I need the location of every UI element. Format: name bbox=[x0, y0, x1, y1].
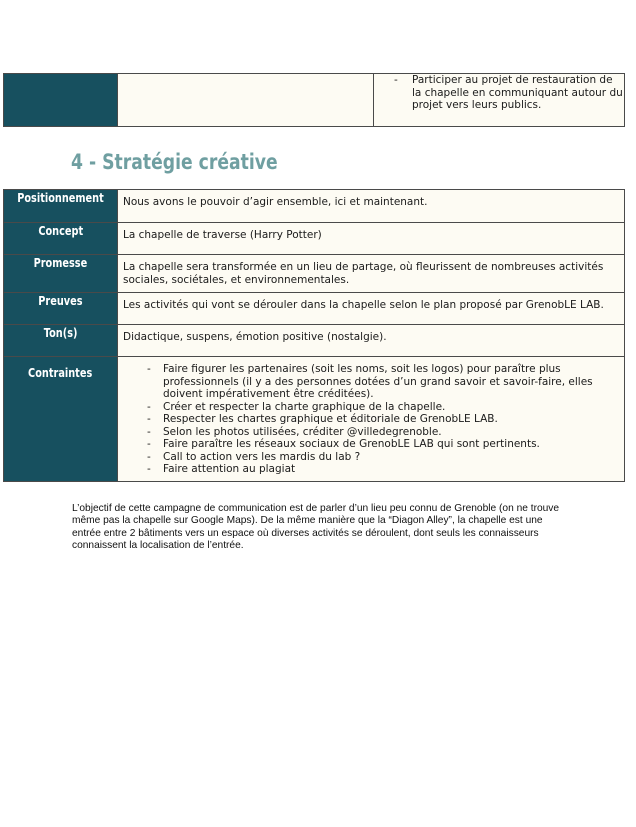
row-header-promesse: Promesse bbox=[4, 255, 118, 293]
list-item: - Selon les photos utilisées, créditer @villedegrenoble. bbox=[123, 426, 620, 439]
table-row bbox=[4, 74, 625, 127]
row-header-cell bbox=[4, 74, 118, 127]
row-text: Didactique, suspens, émotion positive (nostalgie). bbox=[118, 325, 625, 357]
row-header-contraintes: Contraintes bbox=[4, 357, 118, 482]
table-row bbox=[4, 223, 625, 255]
list-item: - Faire figurer les partenaires (soit les noms, soit les logos) pour paraître plus professionnels (il y a des personnes dotées d’un grand savoir et savoir-faire, elles doivent impérativement être créditées). bbox=[123, 363, 620, 401]
table-row bbox=[4, 190, 625, 223]
row-header-preuves: Preuves bbox=[4, 293, 118, 325]
list-item: - Faire attention au plagiat bbox=[123, 463, 620, 476]
empty-cell bbox=[118, 74, 374, 127]
list-item: - Participer au projet de restauration de la chapelle en communiquant autour du projet vers leurs publics. bbox=[374, 74, 624, 112]
row-header-tons: Ton(s) bbox=[4, 325, 118, 357]
constraints-cell bbox=[118, 357, 625, 482]
constraints-list bbox=[123, 363, 620, 476]
list-item: - Call to action vers les mardis du lab ? bbox=[123, 451, 620, 464]
body-paragraph: L’objectif de cette campagne de communication est de parler d’un lieu peu connu de Grenoble (on ne trouve même pas la chapelle sur Google Maps). De la même manière que la “Diagon Alley”, la chapelle est une entrée entre 2 bâtiments vers un espace où diverses activités se déroulent, dont seuls les connaisseurs connaissent la localisation de l’entrée. bbox=[72, 503, 560, 552]
table-row bbox=[4, 357, 625, 482]
row-text: Nous avons le pouvoir d’agir ensemble, ici et maintenant. bbox=[118, 190, 625, 223]
table-row bbox=[4, 255, 625, 293]
table-row bbox=[4, 325, 625, 357]
bullet-cell bbox=[374, 74, 625, 127]
section-title: 4 - Stratégie créative bbox=[71, 150, 278, 174]
creative-strategy-table bbox=[3, 189, 625, 482]
row-text: Les activités qui vont se dérouler dans la chapelle selon le plan proposé par GrenobLE LAB. bbox=[118, 293, 625, 325]
bullet-list bbox=[374, 74, 624, 112]
list-item: - Créer et respecter la charte graphique de la chapelle. bbox=[123, 401, 620, 414]
list-item: - Faire paraître les réseaux sociaux de GrenobLE LAB qui sont pertinents. bbox=[123, 438, 620, 451]
list-item: - Respecter les chartes graphique et éditoriale de GrenobLE LAB. bbox=[123, 413, 620, 426]
row-text: La chapelle de traverse (Harry Potter) bbox=[118, 223, 625, 255]
table-row bbox=[4, 293, 625, 325]
row-header-concept: Concept bbox=[4, 223, 118, 255]
continued-table bbox=[3, 73, 625, 127]
row-text: La chapelle sera transformée en un lieu de partage, où fleurissent de nombreuses activités sociales, sociétales, et environnementales. bbox=[118, 255, 625, 293]
row-header-positionnement: Positionnement bbox=[4, 190, 118, 223]
